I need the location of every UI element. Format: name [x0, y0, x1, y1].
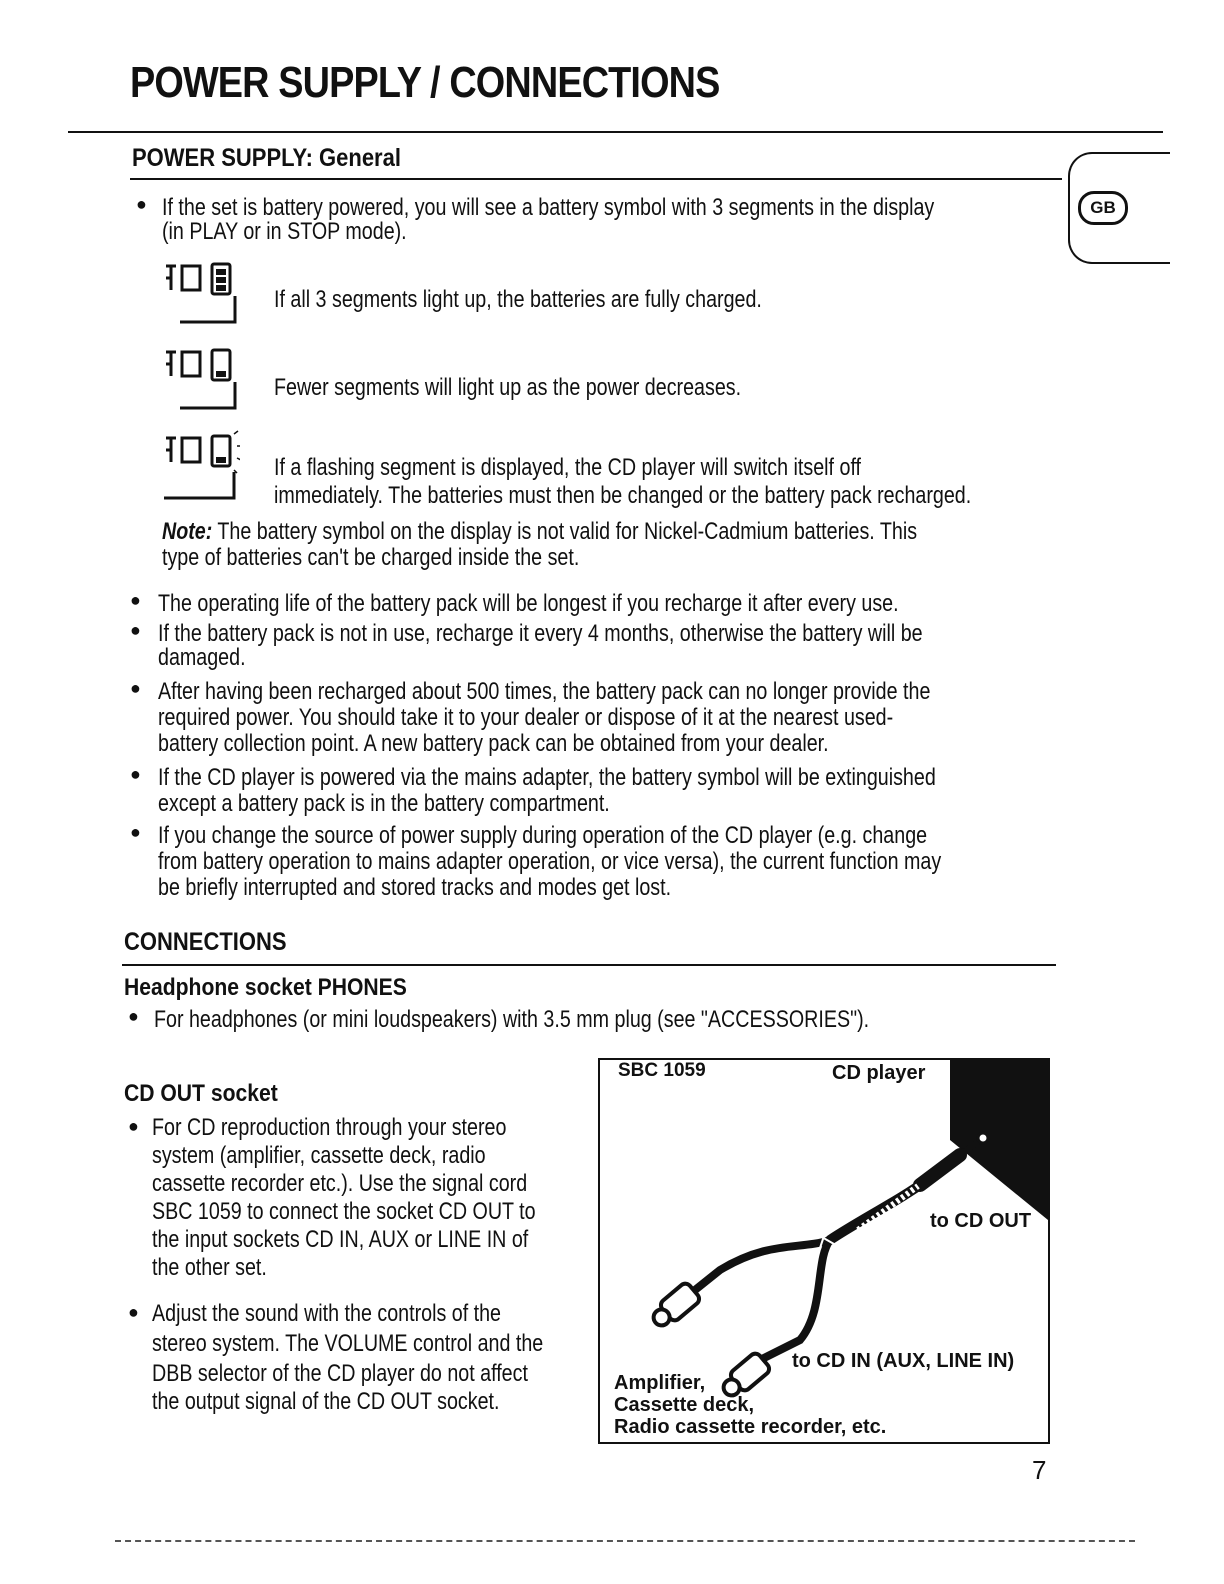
bullet-dot: ●	[128, 1116, 139, 1136]
bullet-dot: ●	[128, 1006, 139, 1026]
cdout-b2-l4: the output signal of the CD OUT socket.	[152, 1388, 500, 1415]
page-number: 7	[1032, 1455, 1047, 1485]
cd-player-label: CD player	[832, 1062, 926, 1084]
language-badge: GB	[1078, 191, 1128, 225]
connections-heading: CONNECTIONS	[124, 928, 287, 956]
power-supply-heading: POWER SUPPLY: General	[132, 144, 401, 172]
ps-bullet-3-line-1: After having been recharged about 500 times, the battery pack can no longer provide the	[158, 678, 931, 705]
battery-state-3-line-2: immediately. The batteries must then be changed or the battery pack recharged.	[274, 482, 972, 509]
footer-rule	[115, 1540, 1135, 1543]
cable-model-label: SBC 1059	[618, 1060, 706, 1081]
to-cd-in-label: to CD IN (AUX, LINE IN)	[792, 1350, 1015, 1372]
ps-bullet-4-line-1: If the CD player is powered via the mains adapter, the battery symbol will be extinguished	[158, 764, 936, 791]
ps-bullet-3-line-2: required power. You should take it to your dealer or dispose of it at the nearest used-	[158, 704, 894, 731]
ps-bullet-5-line-3: be briefly interrupted and stored tracks and modes get lost.	[158, 874, 672, 901]
cdout-b1-l5: the input sockets CD IN, AUX or LINE IN of	[152, 1226, 529, 1253]
bullet-dot: ●	[130, 678, 141, 698]
phones-heading: Headphone socket PHONES	[124, 974, 407, 1001]
ps-bullet-4-line-2: except a battery pack is in the battery compartment.	[158, 790, 610, 817]
bullet-dot: ●	[130, 764, 141, 784]
cdout-b1-l6: the other set.	[152, 1254, 267, 1281]
intro-line-2: (in PLAY or in STOP mode).	[162, 218, 407, 245]
ps-bullet-2-line-1: If the battery pack is not in use, recharge it every 4 months, otherwise the battery will be	[158, 620, 923, 647]
bullet-dot: ●	[130, 620, 141, 640]
cdout-heading: CD OUT socket	[124, 1080, 278, 1107]
note-text-1: The battery symbol on the display is not valid for Nickel-Cadmium batteries. This	[217, 518, 918, 545]
cdout-b2-l2: stereo system. The VOLUME control and the	[152, 1330, 544, 1357]
ps-bullet-5-line-2: from battery operation to mains adapter operation, or vice versa), the current function may	[158, 848, 942, 875]
battery-state-3-line-1: If a flashing segment is displayed, the CD player will switch itself off	[274, 454, 862, 481]
target-radio-cassette: Radio cassette recorder, etc.	[614, 1416, 887, 1438]
target-amplifier: Amplifier,	[614, 1372, 706, 1394]
battery-state-2: Fewer segments will light up as the power decreases.	[274, 374, 742, 401]
cdout-b2-l3: DBB selector of the CD player do not affect	[152, 1360, 528, 1387]
cdout-b1-l3: cassette recorder etc.). Use the signal cord	[152, 1170, 528, 1197]
phones-text: For headphones (or mini loudspeakers) with 3.5 mm plug (see "ACCESSORIES").	[154, 1006, 870, 1033]
page-title: POWER SUPPLY / CONNECTIONS	[130, 58, 720, 107]
note-label: Note:	[162, 518, 213, 545]
title-rule	[68, 131, 1163, 133]
connections-heading-rule	[122, 964, 1056, 966]
note-line-2: type of batteries can't be charged inside the set.	[162, 544, 580, 571]
battery-low-icon	[160, 344, 240, 414]
cdout-b2-l1: Adjust the sound with the controls of the	[152, 1300, 501, 1327]
bullet-dot: ●	[130, 822, 141, 842]
bullet-dot: ●	[128, 1302, 139, 1322]
bullet-dot: ●	[136, 194, 147, 214]
ps-bullet-2-line-2: damaged.	[158, 644, 246, 671]
battery-full-icon	[160, 258, 240, 328]
power-supply-heading-rule	[130, 178, 1062, 180]
intro-line-1: If the set is battery powered, you will see a battery symbol with 3 segments in the display	[162, 194, 935, 221]
ps-bullet-1-line-1: The operating life of the battery pack will be longest if you recharge it after every use.	[158, 590, 899, 617]
cdout-b1-l4: SBC 1059 to connect the socket CD OUT to	[152, 1198, 536, 1225]
cdout-b1-l2: system (amplifier, cassette deck, radio	[152, 1142, 486, 1169]
battery-state-1: If all 3 segments light up, the batteries are fully charged.	[274, 286, 762, 313]
connection-diagram	[598, 1058, 1050, 1444]
target-cassette-deck: Cassette deck,	[614, 1394, 755, 1416]
ps-bullet-5-line-1: If you change the source of power supply during operation of the CD player (e.g. change	[158, 822, 928, 849]
note-line-1	[162, 520, 917, 544]
ps-bullet-3-line-3: battery collection point. A new battery pack can be obtained from your dealer.	[158, 730, 829, 757]
to-cd-out-label: to CD OUT	[930, 1210, 1032, 1232]
battery-flashing-icon	[160, 430, 240, 500]
cdout-b1-l1: For CD reproduction through your stereo	[152, 1114, 507, 1141]
bullet-dot: ●	[130, 590, 141, 610]
